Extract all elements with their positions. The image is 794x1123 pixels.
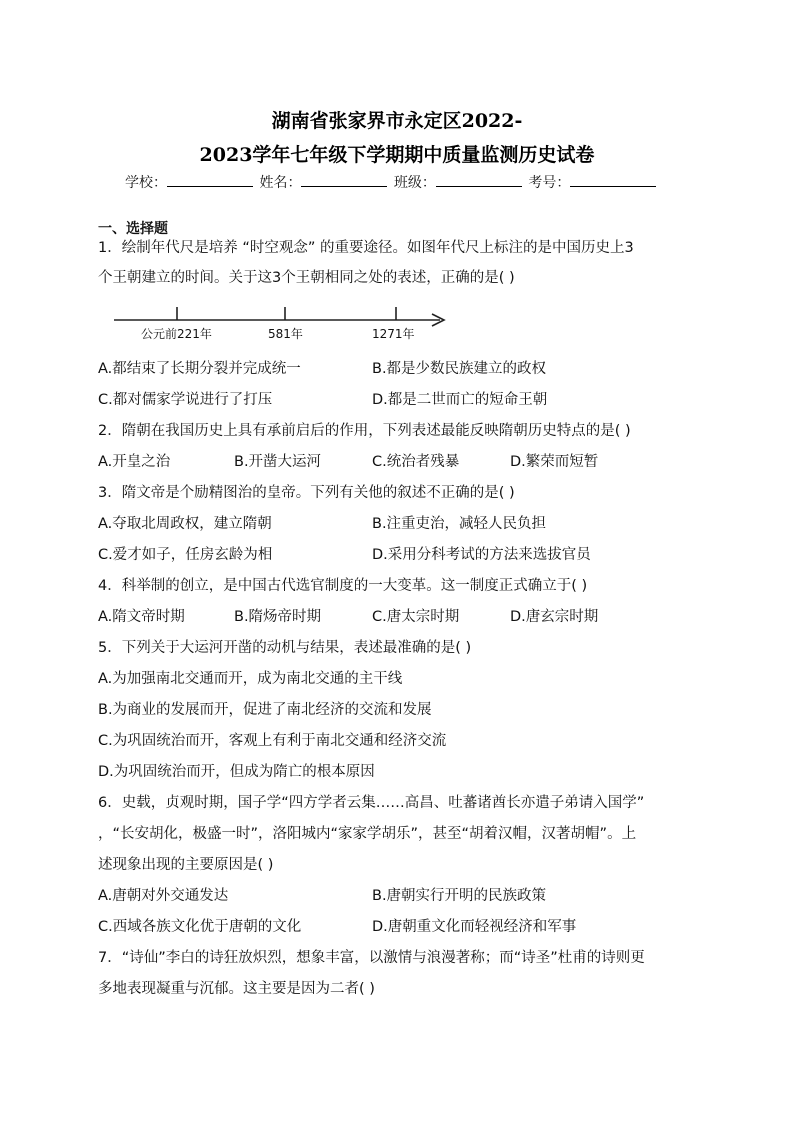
question-7-stem-line2: 多地表现凝重与沉郁。这主要是因为二者( ): [98, 981, 375, 997]
question-1-stem-line1: 1．绘制年代尺是培养 “时空观念” 的重要途径。如图年代尺上标注的是中国历史上3: [98, 240, 634, 256]
question-5-option-c[interactable]: C.为巩固统治而开，客观上有利于南北交通和经济交流: [98, 733, 447, 749]
question-4-stem: 4．科举制的创立，是中国古代选官制度的一大变革。这一制度正式确立于( ): [98, 578, 588, 594]
question-1-option-c[interactable]: C.都对儒家学说进行了打压: [98, 392, 273, 408]
timeline-label-3: 1271年: [372, 327, 415, 341]
name-label: 姓名：: [259, 175, 302, 191]
question-3-stem: 3．隋文帝是个励精图治的皇帝。下列有关他的叙述不正确的是( ): [98, 485, 515, 501]
school-blank[interactable]: [167, 174, 253, 187]
question-6-option-b[interactable]: B.唐朝实行开明的民族政策: [372, 888, 547, 904]
exam-title-line2: 2023学年七年级下学期期中质量监测历史试卷: [199, 144, 595, 166]
timeline-label-1: 公元前221年: [141, 327, 212, 341]
question-6-stem-line1: 6．史载，贞观时期，国子学“四方学者云集……高昌、吐蕃诸酋长亦遣子弟请入国学”: [98, 795, 645, 811]
question-2-option-d[interactable]: D.繁荣而短暂: [510, 454, 599, 470]
question-1-stem-line2: 个王朝建立的时间。关于这3个王朝相同之处的表述，正确的是( ): [98, 270, 515, 286]
question-5-option-b[interactable]: B.为商业的发展而开，促进了南北经济的交流和发展: [98, 702, 432, 718]
question-1-option-b[interactable]: B.都是少数民族建立的政权: [372, 361, 547, 377]
question-5-option-d[interactable]: D.为巩固统治而开，但成为隋亡的根本原因: [98, 764, 375, 780]
question-1-option-a[interactable]: A.都结束了长期分裂并完成统一: [98, 361, 301, 377]
question-6-stem-line3: 述现象出现的主要原因是( ): [98, 857, 274, 873]
timeline-axis: [96, 303, 456, 327]
question-3-option-a[interactable]: A.夺取北周政权，建立隋朝: [98, 516, 272, 532]
question-4-option-d[interactable]: D.唐玄宗时期: [510, 609, 599, 625]
question-2-stem: 2．隋朝在我国历史上具有承前启后的作用，下列表述最能反映隋朝历史特点的是( ): [98, 423, 631, 439]
exam-number-label: 考号：: [528, 175, 571, 191]
name-blank[interactable]: [301, 174, 387, 187]
exam-number-blank[interactable]: [570, 174, 656, 187]
question-3-option-d[interactable]: D.采用分科考试的方法来选拔官员: [372, 547, 591, 563]
question-1-option-d[interactable]: D.都是二世而亡的短命王朝: [372, 392, 548, 408]
timeline-label-2: 581年: [268, 327, 303, 341]
exam-title-line1: 湖南省张家界市永定区2022-: [271, 110, 523, 132]
question-4-option-c[interactable]: C.唐太宗时期: [372, 609, 460, 625]
timeline-figure: [96, 303, 456, 347]
question-6-option-c[interactable]: C.西域各族文化优于唐朝的文化: [98, 919, 302, 935]
question-7-stem-line1: 7．“诗仙”李白的诗狂放炽烈，想象丰富，以激情与浪漫著称；而“诗圣”杜甫的诗则更: [98, 950, 645, 966]
question-2-option-a[interactable]: A.开皇之治: [98, 454, 171, 470]
question-2-option-c[interactable]: C.统治者残暴: [372, 454, 460, 470]
school-label: 学校：: [125, 175, 167, 191]
question-6-option-a[interactable]: A.唐朝对外交通发达: [98, 888, 229, 904]
question-3-option-b[interactable]: B.注重吏治，减轻人民负担: [372, 516, 547, 532]
section-heading: 一、选择题: [98, 221, 168, 237]
question-5-option-a[interactable]: A.为加强南北交通而开，成为南北交通的主干线: [98, 671, 403, 687]
student-info-row: [125, 172, 685, 192]
question-4-option-a[interactable]: A.隋文帝时期: [98, 609, 185, 625]
question-6-option-d[interactable]: D.唐朝重文化而轻视经济和军事: [372, 919, 577, 935]
question-4-option-b[interactable]: B.隋炀帝时期: [234, 609, 322, 625]
class-blank[interactable]: [436, 174, 522, 187]
question-2-option-b[interactable]: B.开凿大运河: [234, 454, 322, 470]
question-5-stem: 5．下列关于大运河开凿的动机与结果，表述最准确的是( ): [98, 640, 472, 656]
question-6-stem-line2: ，“长安胡化，极盛一时”，洛阳城内“家家学胡乐”，甚至“胡着汉帽，汉著胡帽”。上: [98, 826, 637, 842]
class-label: 班级：: [393, 175, 436, 191]
question-3-option-c[interactable]: C.爱才如子，任房玄龄为相: [98, 547, 273, 563]
